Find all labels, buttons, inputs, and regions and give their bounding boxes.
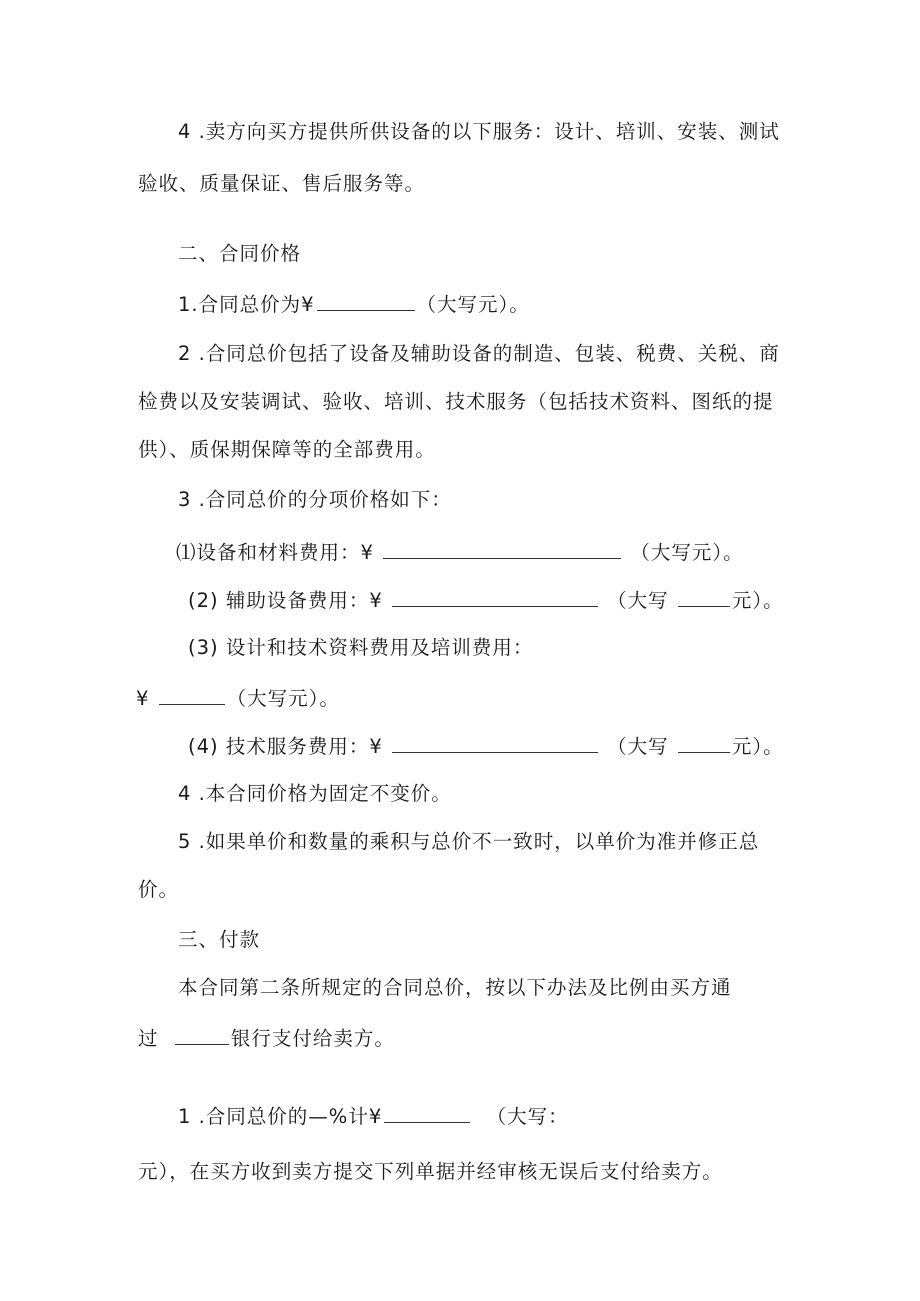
paragraph-line: 价。	[138, 878, 180, 901]
line-text: 1 .合同总价的—%计¥	[178, 1105, 383, 1128]
line-text: （大写	[607, 735, 669, 758]
line-text: (4) 技术服务费用：¥	[188, 735, 383, 758]
section-heading: 二、合同价格	[178, 242, 302, 265]
line-text: （大写元）。	[226, 687, 340, 710]
paragraph-line	[176, 536, 744, 567]
fill-in-blank[interactable]	[392, 730, 598, 753]
line-text: 过	[138, 1027, 159, 1050]
line-text: ⑴设备和材料费用：¥	[176, 541, 374, 564]
line-text: （大写元）。	[630, 541, 744, 564]
line-text: ¥	[136, 687, 150, 710]
fill-in-blank[interactable]	[317, 288, 415, 311]
line-text: (2) 辅助设备费用：¥	[188, 589, 383, 612]
line-text: 元）。	[731, 735, 784, 758]
paragraph-line: 2 .合同总价包括了设备及辅助设备的制造、包装、税费、关税、商	[178, 342, 780, 365]
paragraph-line: 4 .本合同价格为固定不变价。	[178, 782, 452, 805]
fill-in-blank[interactable]	[383, 536, 621, 559]
paragraph-line: 3 .合同总价的分项价格如下：	[178, 488, 452, 511]
fill-in-blank[interactable]	[678, 584, 730, 607]
section-heading: 三、付款	[178, 928, 261, 951]
paragraph-line	[136, 682, 340, 713]
fill-in-blank[interactable]	[384, 1100, 470, 1123]
paragraph-line	[178, 288, 530, 319]
paragraph-line: (3) 设计和技术资料费用及培训费用：	[188, 636, 534, 659]
fill-in-blank[interactable]	[392, 584, 598, 607]
fill-in-blank[interactable]	[678, 730, 730, 753]
paragraph-line	[188, 730, 784, 761]
fill-in-blank[interactable]	[175, 1022, 229, 1045]
fill-in-blank[interactable]	[159, 682, 225, 705]
line-text: （大写	[607, 589, 669, 612]
paragraph-line: 验收、质量保证、售后服务等。	[138, 172, 426, 195]
paragraph-line: 检费以及安装调试、验收、培训、技术服务（包括技术资料、图纸的提	[138, 390, 774, 413]
line-text: 1.合同总价为¥	[178, 293, 315, 316]
paragraph-line: 供）、质保期保障等的全部费用。	[138, 438, 436, 461]
paragraph-line: 元），在买方收到卖方提交下列单据并经审核无误后支付给卖方。	[138, 1160, 723, 1183]
line-text: 元）。	[731, 589, 784, 612]
paragraph-line	[188, 584, 784, 615]
paragraph-line: 5 .如果单价和数量的乘积与总价不一致时，以单价为准并修正总	[178, 830, 760, 853]
paragraph-line	[138, 1022, 395, 1053]
line-text: （大写：	[486, 1105, 569, 1128]
paragraph-line	[178, 1100, 569, 1131]
line-text: （大写元）。	[416, 293, 530, 316]
line-text: 银行支付给卖方。	[230, 1027, 395, 1050]
paragraph-line: 本合同第二条所规定的合同总价，按以下办法及比例由买方通	[178, 976, 732, 999]
paragraph-line: 4 .卖方向买方提供所供设备的以下服务：设计、培训、安装、测试	[178, 120, 780, 143]
